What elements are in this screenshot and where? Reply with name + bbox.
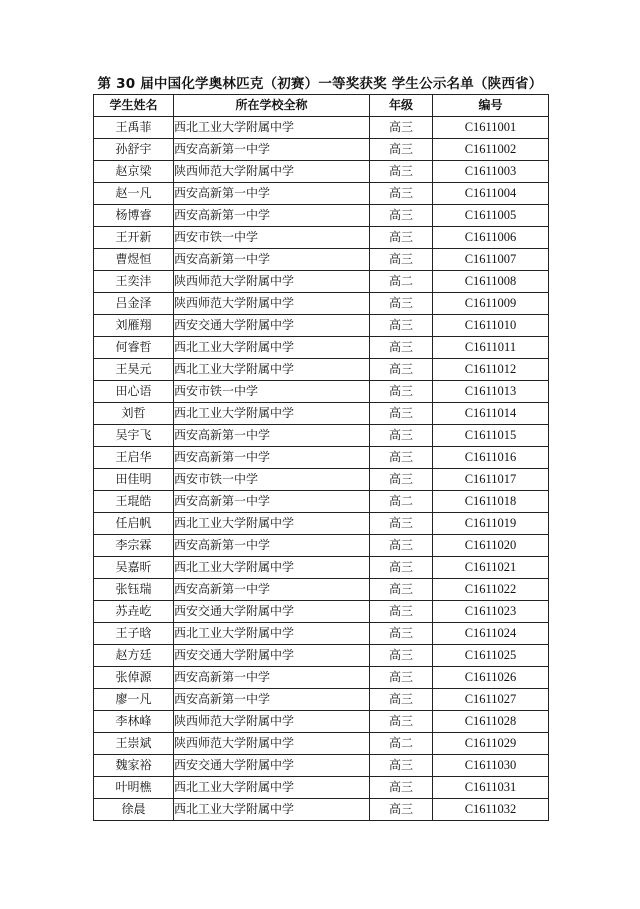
table-row <box>94 799 549 821</box>
school-name-cell: 西安交通大学附属中学 <box>174 315 370 337</box>
school-name-cell: 西安高新第一中学 <box>174 491 370 513</box>
table-row <box>94 117 549 139</box>
grade-cell: 高三 <box>370 557 433 579</box>
table-row <box>94 425 549 447</box>
grade-cell: 高三 <box>370 645 433 667</box>
school-name-cell: 西安交通大学附属中学 <box>174 755 370 777</box>
student-name-cell: 王崇斌 <box>94 733 174 755</box>
school-name-cell: 西安市铁一中学 <box>174 381 370 403</box>
grade-cell: 高三 <box>370 777 433 799</box>
id-number-cell: C1611018 <box>433 491 549 513</box>
grade-cell: 高三 <box>370 227 433 249</box>
student-name-cell: 孙舒宇 <box>94 139 174 161</box>
school-name-cell: 西安高新第一中学 <box>174 447 370 469</box>
student-name-cell: 刘哲 <box>94 403 174 425</box>
table-row <box>94 689 549 711</box>
school-name-cell: 西安高新第一中学 <box>174 535 370 557</box>
student-name-cell: 吕金泽 <box>94 293 174 315</box>
table-row <box>94 711 549 733</box>
school-name-cell: 西安高新第一中学 <box>174 139 370 161</box>
table-row <box>94 579 549 601</box>
id-number-cell: C1611010 <box>433 315 549 337</box>
student-name-cell: 刘雁翔 <box>94 315 174 337</box>
id-number-cell: C1611004 <box>433 183 549 205</box>
table-row <box>94 205 549 227</box>
table-row <box>94 139 549 161</box>
grade-cell: 高三 <box>370 799 433 821</box>
table-row <box>94 777 549 799</box>
id-number-cell: C1611023 <box>433 601 549 623</box>
student-name-cell: 赵京梁 <box>94 161 174 183</box>
grade-cell: 高三 <box>370 755 433 777</box>
school-name-cell: 陕西师范大学附属中学 <box>174 271 370 293</box>
grade-cell: 高二 <box>370 733 433 755</box>
grade-cell: 高三 <box>370 249 433 271</box>
id-number-cell: C1611021 <box>433 557 549 579</box>
school-name-cell: 西安市铁一中学 <box>174 469 370 491</box>
grade-cell: 高三 <box>370 359 433 381</box>
table-row <box>94 403 549 425</box>
header-id-number: 编号 <box>433 95 549 117</box>
grade-cell: 高三 <box>370 667 433 689</box>
id-number-cell: C1611002 <box>433 139 549 161</box>
grade-cell: 高三 <box>370 623 433 645</box>
id-number-cell: C1611016 <box>433 447 549 469</box>
id-number-cell: C1611027 <box>433 689 549 711</box>
id-number-cell: C1611014 <box>433 403 549 425</box>
grade-cell: 高三 <box>370 315 433 337</box>
student-name-cell: 王琨皓 <box>94 491 174 513</box>
id-number-cell: C1611012 <box>433 359 549 381</box>
table-row <box>94 161 549 183</box>
student-name-cell: 张倬源 <box>94 667 174 689</box>
table-row <box>94 645 549 667</box>
grade-cell: 高三 <box>370 205 433 227</box>
grade-cell: 高三 <box>370 337 433 359</box>
student-name-cell: 徐晨 <box>94 799 174 821</box>
student-name-cell: 吴宇飞 <box>94 425 174 447</box>
table-row <box>94 271 549 293</box>
table-row <box>94 447 549 469</box>
id-number-cell: C1611029 <box>433 733 549 755</box>
grade-cell: 高三 <box>370 139 433 161</box>
id-number-cell: C1611026 <box>433 667 549 689</box>
table-row <box>94 535 549 557</box>
grade-cell: 高三 <box>370 469 433 491</box>
student-name-cell: 杨博睿 <box>94 205 174 227</box>
id-number-cell: C1611003 <box>433 161 549 183</box>
school-name-cell: 西北工业大学附属中学 <box>174 117 370 139</box>
table-row <box>94 733 549 755</box>
id-number-cell: C1611025 <box>433 645 549 667</box>
grade-cell: 高三 <box>370 447 433 469</box>
school-name-cell: 西北工业大学附属中学 <box>174 623 370 645</box>
school-name-cell: 西北工业大学附属中学 <box>174 403 370 425</box>
student-name-cell: 赵方廷 <box>94 645 174 667</box>
school-name-cell: 西北工业大学附属中学 <box>174 557 370 579</box>
id-number-cell: C1611024 <box>433 623 549 645</box>
id-number-cell: C1611007 <box>433 249 549 271</box>
school-name-cell: 西安交通大学附属中学 <box>174 645 370 667</box>
school-name-cell: 西安高新第一中学 <box>174 205 370 227</box>
student-name-cell: 曹煜恒 <box>94 249 174 271</box>
id-number-cell: C1611015 <box>433 425 549 447</box>
student-name-cell: 李宗霖 <box>94 535 174 557</box>
table-row <box>94 755 549 777</box>
id-number-cell: C1611030 <box>433 755 549 777</box>
school-name-cell: 西安高新第一中学 <box>174 249 370 271</box>
table-row <box>94 513 549 535</box>
school-name-cell: 陕西师范大学附属中学 <box>174 293 370 315</box>
school-name-cell: 陕西师范大学附属中学 <box>174 733 370 755</box>
id-number-cell: C1611017 <box>433 469 549 491</box>
page-title: 第 30 届中国化学奥林匹克（初赛）一等奖获奖 学生公示名单（陕西省） <box>97 76 543 92</box>
school-name-cell: 西北工业大学附属中学 <box>174 777 370 799</box>
school-name-cell: 西北工业大学附属中学 <box>174 513 370 535</box>
id-number-cell: C1611028 <box>433 711 549 733</box>
id-number-cell: C1611032 <box>433 799 549 821</box>
student-name-cell: 苏垚屹 <box>94 601 174 623</box>
grade-cell: 高二 <box>370 271 433 293</box>
student-name-cell: 田佳明 <box>94 469 174 491</box>
grade-cell: 高三 <box>370 183 433 205</box>
student-name-cell: 廖一凡 <box>94 689 174 711</box>
grade-cell: 高三 <box>370 381 433 403</box>
student-name-cell: 田心语 <box>94 381 174 403</box>
student-name-cell: 赵一凡 <box>94 183 174 205</box>
id-number-cell: C1611019 <box>433 513 549 535</box>
student-name-cell: 魏家裕 <box>94 755 174 777</box>
student-name-cell: 张钰瑞 <box>94 579 174 601</box>
table-row <box>94 359 549 381</box>
grade-cell: 高三 <box>370 293 433 315</box>
id-number-cell: C1611008 <box>433 271 549 293</box>
grade-cell: 高三 <box>370 161 433 183</box>
table-row <box>94 293 549 315</box>
student-name-cell: 叶明樵 <box>94 777 174 799</box>
table-row <box>94 227 549 249</box>
student-name-cell: 王奕沣 <box>94 271 174 293</box>
header-grade: 年级 <box>370 95 433 117</box>
id-number-cell: C1611022 <box>433 579 549 601</box>
table-body <box>94 117 549 821</box>
school-name-cell: 西安高新第一中学 <box>174 667 370 689</box>
school-name-cell: 西北工业大学附属中学 <box>174 799 370 821</box>
student-name-cell: 王昊元 <box>94 359 174 381</box>
id-number-cell: C1611011 <box>433 337 549 359</box>
id-number-cell: C1611009 <box>433 293 549 315</box>
table-row <box>94 337 549 359</box>
grade-cell: 高三 <box>370 689 433 711</box>
school-name-cell: 陕西师范大学附属中学 <box>174 161 370 183</box>
student-name-cell: 王开新 <box>94 227 174 249</box>
student-name-cell: 王禹菲 <box>94 117 174 139</box>
table-row <box>94 315 549 337</box>
table-row <box>94 249 549 271</box>
student-name-cell: 王启华 <box>94 447 174 469</box>
table-row <box>94 183 549 205</box>
table-row <box>94 557 549 579</box>
school-name-cell: 西安市铁一中学 <box>174 227 370 249</box>
school-name-cell: 西安高新第一中学 <box>174 689 370 711</box>
table-row <box>94 381 549 403</box>
id-number-cell: C1611006 <box>433 227 549 249</box>
school-name-cell: 西北工业大学附属中学 <box>174 337 370 359</box>
header-school-name: 所在学校全称 <box>174 95 370 117</box>
grade-cell: 高三 <box>370 601 433 623</box>
school-name-cell: 西安交通大学附属中学 <box>174 601 370 623</box>
school-name-cell: 西北工业大学附属中学 <box>174 359 370 381</box>
student-name-cell: 王子晗 <box>94 623 174 645</box>
grade-cell: 高三 <box>370 425 433 447</box>
table-header-row <box>94 95 549 117</box>
table-row <box>94 623 549 645</box>
award-roster-table <box>93 94 549 821</box>
grade-cell: 高三 <box>370 513 433 535</box>
table-row <box>94 601 549 623</box>
student-name-cell: 何睿哲 <box>94 337 174 359</box>
table-row <box>94 491 549 513</box>
table-row <box>94 667 549 689</box>
student-name-cell: 李林峰 <box>94 711 174 733</box>
grade-cell: 高三 <box>370 403 433 425</box>
grade-cell: 高二 <box>370 491 433 513</box>
id-number-cell: C1611013 <box>433 381 549 403</box>
school-name-cell: 西安高新第一中学 <box>174 579 370 601</box>
table-row <box>94 469 549 491</box>
school-name-cell: 西安高新第一中学 <box>174 425 370 447</box>
id-number-cell: C1611020 <box>433 535 549 557</box>
id-number-cell: C1611031 <box>433 777 549 799</box>
student-name-cell: 任启帆 <box>94 513 174 535</box>
header-student-name: 学生姓名 <box>94 95 174 117</box>
grade-cell: 高三 <box>370 535 433 557</box>
school-name-cell: 西安高新第一中学 <box>174 183 370 205</box>
grade-cell: 高三 <box>370 117 433 139</box>
id-number-cell: C1611001 <box>433 117 549 139</box>
grade-cell: 高三 <box>370 579 433 601</box>
student-name-cell: 吴嘉昕 <box>94 557 174 579</box>
grade-cell: 高三 <box>370 711 433 733</box>
id-number-cell: C1611005 <box>433 205 549 227</box>
school-name-cell: 陕西师范大学附属中学 <box>174 711 370 733</box>
